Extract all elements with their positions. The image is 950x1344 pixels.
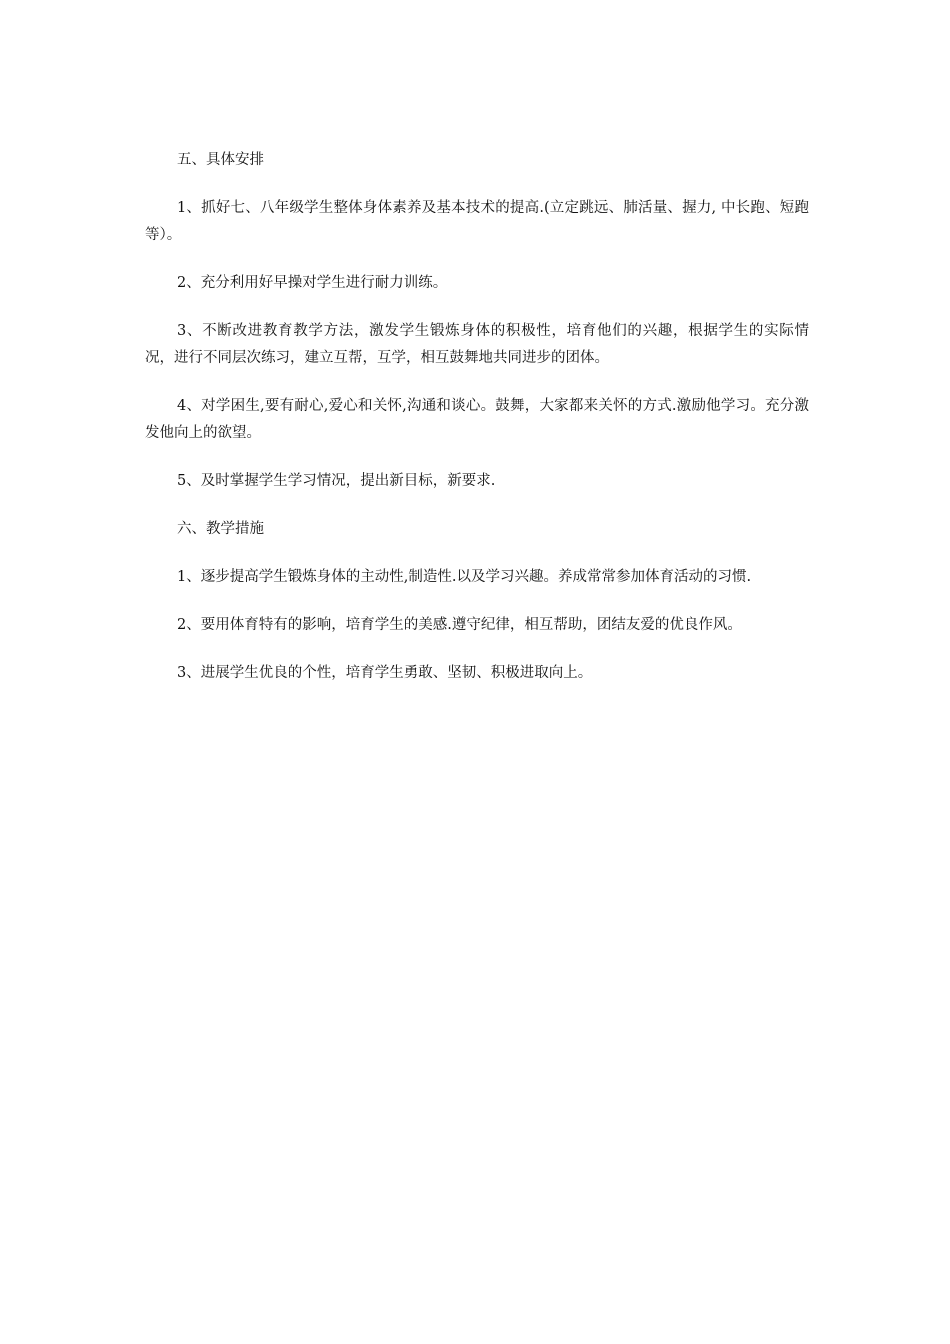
- measures-item-2: 2、要用体育特有的影响，培育学生的美感.遵守纪律，相互帮助，团结友爱的优良作风。: [177, 617, 742, 633]
- arrangement-item-4: 4、对学困生,要有耐心,爱心和关怀,沟通和谈心。鼓舞，大家都来关怀的方式.激励他学习。充分激发他向上的欲望。: [145, 398, 809, 441]
- arrangement-item-1: 1、抓好七、八年级学生整体身体素养及基本技术的提高.(立定跳远、肺活量、握力, 中长跑、短跑等）。: [145, 200, 809, 243]
- arrangement-item-3: 3、不断改进教育教学方法，激发学生锻炼身体的积极性，培育他们的兴趣，根据学生的实际情况，进行不同层次练习，建立互帮，互学，相互鼓舞地共同进步的团体。: [145, 323, 809, 366]
- section-heading-measures: 六、教学措施: [177, 521, 264, 537]
- arrangement-item-2: 2、充分利用好早操对学生进行耐力训练。: [177, 275, 448, 291]
- arrangement-item-5: 5、及时掌握学生学习情况，提出新目标，新要求.: [177, 473, 496, 489]
- section-heading-arrangement: 五、具体安排: [177, 152, 264, 168]
- document-body: [145, 147, 809, 708]
- measures-item-3: 3、进展学生优良的个性，培育学生勇敢、坚韧、积极进取向上。: [177, 665, 593, 681]
- measures-item-1: 1、逐步提高学生锻炼身体的主动性,制造性.以及学习兴趣。养成常常参加体育活动的习惯.: [177, 569, 752, 585]
